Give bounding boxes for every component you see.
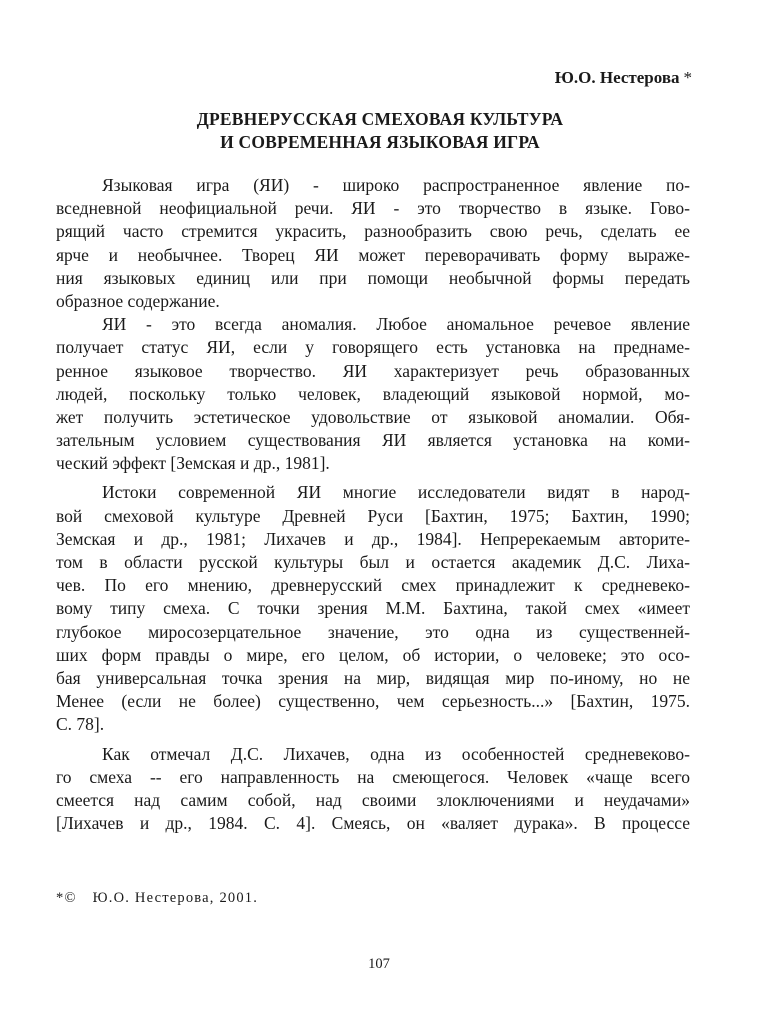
author-name: Ю.О. Нестерова xyxy=(554,68,680,87)
article-title xyxy=(60,108,700,154)
author-line xyxy=(555,68,692,88)
paragraph-4 xyxy=(56,743,690,836)
text-line: вседневной неофициальной речи. ЯИ - это творчество в языке. Гово- xyxy=(56,198,690,219)
text-line: ярче и необычнее. Творец ЯИ может переворачивать форму выраже- xyxy=(56,244,690,265)
text-line: глубокое миросозерцательное значение, это одна из существенней- xyxy=(56,621,690,642)
footnote-text: Ю.О. Нестерова, 2001. xyxy=(92,890,259,906)
text-line: го смеха -- его направленность на смеющегося. Человек «чаще всего xyxy=(56,766,690,787)
text-line: образное содержание. xyxy=(56,290,220,311)
text-line: Менее (если не более) существенно, чем серьезность...» [Бахтин, 1975. xyxy=(56,691,690,712)
text-line: ших форм правды о мире, его целом, об истории, о человеке; это осо- xyxy=(56,644,690,665)
text-line: людей, поскольку только человек, владеющий языковой нормой, мо- xyxy=(56,383,690,404)
text-line: бая универсальная точка зрения на мир, видящая мир по-иному, но не xyxy=(56,667,690,688)
text-line: ческий эффект [Земская и др., 1981]. xyxy=(56,453,330,474)
paragraph-2 xyxy=(56,313,690,475)
text-line: Языковая игра (ЯИ) - широко распространенное явление по- xyxy=(102,175,690,195)
text-line: вой смеховой культуре Древней Руси [Бахтин, 1975; Бахтин, 1990; xyxy=(56,505,690,526)
text-line: рящий часто стремится украсить, разнообразить свою речь, сделать ее xyxy=(56,221,690,242)
text-line: ЯИ - это всегда аномалия. Любое аномальное речевое явление xyxy=(102,314,690,335)
footnote xyxy=(56,890,258,907)
page-number: 107 xyxy=(368,956,390,972)
text-line: жет получить эстетическое удовольствие от языковой аномалии. Обя- xyxy=(56,406,690,427)
text-line: Истоки современной ЯИ многие исследователи видят в народ- xyxy=(102,482,690,503)
paragraph-3 xyxy=(56,481,690,736)
title-line-2: И СОВРЕМЕННАЯ ЯЗЫКОВАЯ ИГРА xyxy=(220,132,540,152)
text-line: ния языковых единиц или при помощи необычной формы передать xyxy=(56,267,690,288)
article-body xyxy=(56,174,690,835)
text-line: Земская и др., 1981; Лихачев и др., 1984]. Непререкаемым авторите- xyxy=(56,528,690,549)
text-line: Как отмечал Д.С. Лихачев, одна из особенностей средневеково- xyxy=(102,743,690,764)
text-line: получает статус ЯИ, если у говорящего есть установка на преднаме- xyxy=(56,337,690,358)
footnote-mark: * xyxy=(683,68,692,87)
text-line: том в области русской культуры был и остается академик Д.С. Лиха- xyxy=(56,552,690,572)
text-line: чев. По его мнению, древнерусский смех принадлежит к средневеко- xyxy=(56,575,690,596)
text-line: ренное языковое творчество. ЯИ характеризует речь образованных xyxy=(56,360,690,381)
text-line: смеется над самим собой, над своими злоключениями и неудачами» xyxy=(56,789,690,810)
text-line: С. 78]. xyxy=(56,714,105,735)
text-line: [Лихачев и др., 1984. С. 4]. Смеясь, он «валяет дурака». В процессе xyxy=(56,813,690,834)
text-line: вому типу смеха. С точки зрения М.М. Бахтина, такой смех «имеет xyxy=(56,598,690,619)
copyright-symbol: *© xyxy=(56,890,77,906)
paragraph-1 xyxy=(56,174,690,313)
text-line: зательным условием существования ЯИ является установка на коми- xyxy=(56,430,690,451)
title-line-1: ДРЕВНЕРУССКАЯ СМЕХОВАЯ КУЛЬТУРА xyxy=(196,109,564,129)
